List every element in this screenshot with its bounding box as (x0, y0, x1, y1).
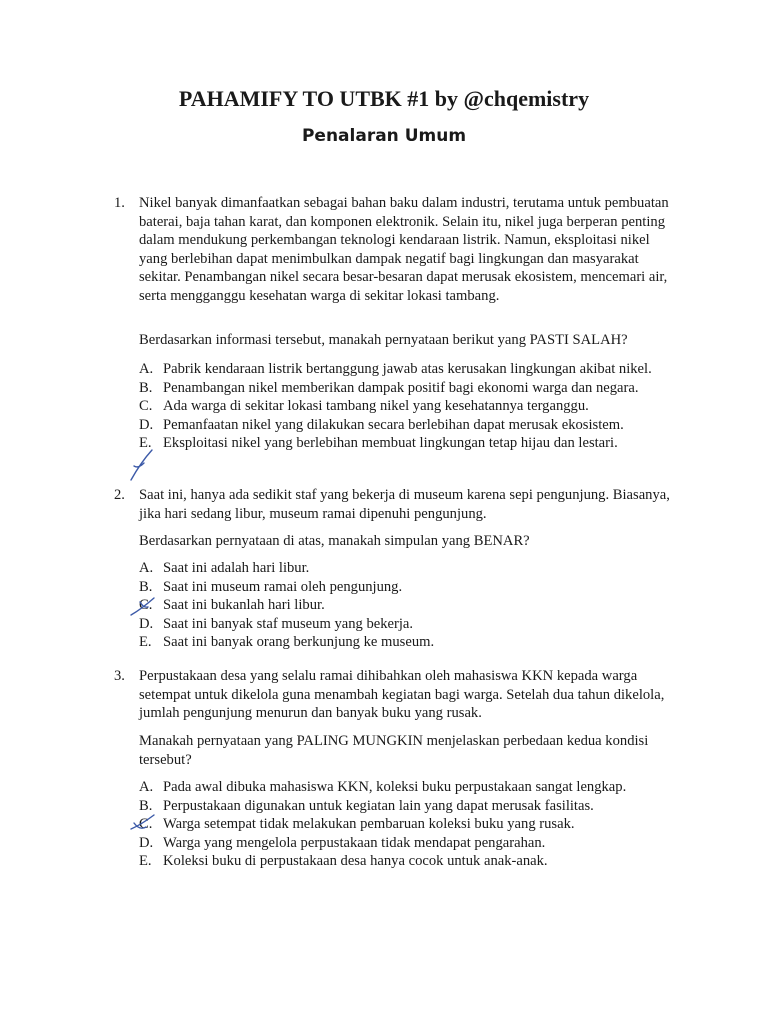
question-number: 3. (114, 668, 125, 684)
options-list (139, 778, 674, 871)
question-prompt: Manakah pernyataan yang PALING MUNGKIN menjelaskan perbedaan kedua kondisi tersebut? (139, 733, 649, 768)
option-letter: B. (139, 379, 153, 396)
option-e[interactable] (139, 852, 674, 871)
option-text: Pada awal dibuka mahasiswa KKN, koleksi buku perpustakaan sangat lengkap. (163, 779, 627, 795)
question-number: 1. (114, 195, 125, 211)
option-letter: D. (139, 416, 154, 433)
option-text: Saat ini adalah hari libur. (163, 560, 310, 576)
option-c[interactable] (139, 815, 674, 834)
option-text: Pemanfaatan nikel yang dilakukan secara berlebihan dapat merusak ekosistem. (163, 416, 624, 433)
page-subtitle: Penalaran Umum (301, 126, 467, 146)
option-a[interactable] (139, 559, 674, 578)
option-letter: B. (139, 797, 153, 814)
question-text: Nikel banyak dimanfaatkan sebagai bahan baku dalam industri, terutama untuk pembuatan baterai, baja tahan karat, dan komponen elektronik. Selain itu, nikel juga berperan penting dalam mendukung perkembangan teknologi kendaraan listrik. Namun, eksploitasi nikel yang berlebihan dapat menimbulkan dampak negatif bagi lingkungan dan masyarakat sekitar. Penambangan nikel secara besar-besaran dapat merusak ekosistem, mencemari air, serta mengganggu kesehatan warga di sekitar lokasi tambang. (139, 195, 669, 304)
option-letter: E. (139, 853, 152, 869)
question-number: 2. (114, 487, 125, 503)
option-text: Saat ini bukanlah hari libur. (163, 597, 325, 613)
option-letter: B. (139, 578, 153, 595)
page-title: PAHAMIFY TO UTBK #1 by @chqemistry (178, 86, 590, 111)
option-letter: A. (139, 361, 154, 377)
option-letter: C. (139, 398, 153, 414)
question-text: Saat ini, hanya ada sedikit staf yang bekerja di museum karena sepi pengunjung. Biasanya, jika hari sedang libur, museum ramai dipenuhi pengunjung. (139, 487, 670, 522)
option-text: Warga setempat tidak melakukan pembaruan koleksi buku yang rusak. (163, 816, 575, 832)
option-letter: E. (139, 435, 152, 451)
option-letter: D. (139, 615, 154, 632)
option-a[interactable] (139, 360, 674, 379)
option-c[interactable] (139, 397, 674, 416)
option-text: Koleksi buku di perpustakaan desa hanya cocok untuk anak-anak. (163, 853, 548, 869)
option-letter: A. (139, 779, 154, 795)
option-b[interactable] (139, 578, 674, 597)
option-text: Saat ini banyak orang berkunjung ke museum. (163, 634, 435, 650)
option-text: Perpustakaan digunakan untuk kegiatan lain yang dapat merusak fasilitas. (163, 797, 594, 814)
option-e[interactable] (139, 434, 674, 453)
option-text: Saat ini museum ramai oleh pengunjung. (163, 578, 403, 595)
option-text: Penambangan nikel memberikan dampak positif bagi ekonomi warga dan negara. (163, 379, 639, 396)
option-b[interactable] (139, 797, 674, 816)
option-d[interactable] (139, 615, 674, 634)
option-letter: C. (139, 597, 153, 613)
option-text: Pabrik kendaraan listrik bertanggung jawab atas kerusakan lingkungan akibat nikel. (163, 361, 652, 377)
option-letter: C. (139, 816, 153, 832)
question-prompt: Berdasarkan informasi tersebut, manakah pernyataan berikut yang PASTI SALAH? (139, 332, 628, 348)
option-text: Warga yang mengelola perpustakaan tidak mendapat pengarahan. (163, 834, 546, 851)
option-d[interactable] (139, 834, 674, 853)
options-list (139, 559, 674, 652)
option-text: Saat ini banyak staf museum yang bekerja. (163, 615, 414, 632)
options-list (139, 360, 674, 453)
option-a[interactable] (139, 778, 674, 797)
option-c[interactable] (139, 596, 674, 615)
question-prompt: Berdasarkan pernyataan di atas, manakah simpulan yang BENAR? (139, 533, 530, 549)
option-letter: E. (139, 634, 152, 650)
option-e[interactable] (139, 633, 674, 652)
option-text: Ada warga di sekitar lokasi tambang nikel yang kesehatannya terganggu. (163, 398, 589, 414)
option-d[interactable] (139, 416, 674, 435)
option-b[interactable] (139, 379, 674, 398)
option-letter: A. (139, 560, 154, 576)
option-text: Eksploitasi nikel yang berlebihan membuat lingkungan tetap hijau dan lestari. (163, 435, 618, 451)
option-letter: D. (139, 834, 154, 851)
question-text: Perpustakaan desa yang selalu ramai dihibahkan oleh mahasiswa KKN kepada warga setempat untuk dikelola guna menambah kegiatan bagi warga. Setelah dua tahun dikelola, jumlah pengunjung menurun dan banyak buku yang rusak. (139, 668, 665, 721)
